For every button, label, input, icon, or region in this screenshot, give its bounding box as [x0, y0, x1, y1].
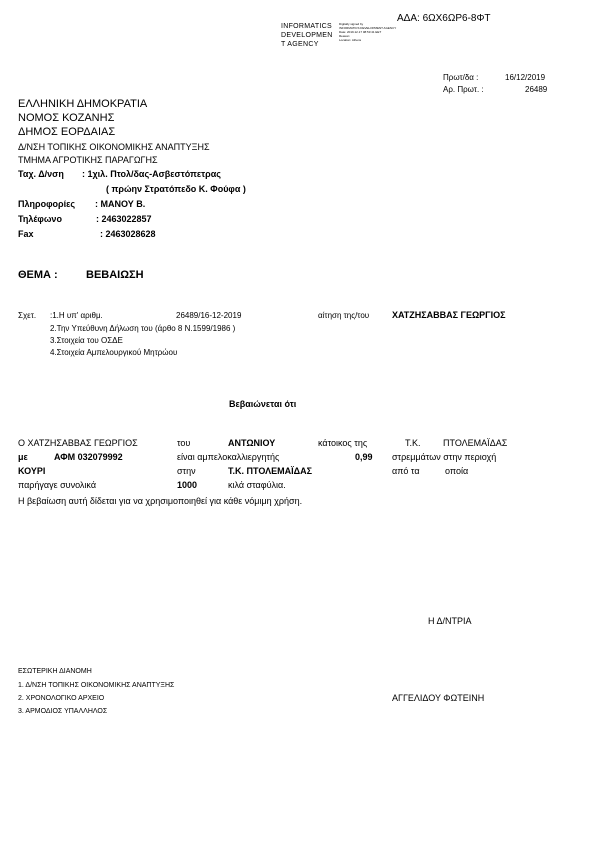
body-resident: κάτοικος της — [318, 438, 368, 448]
body-in: στην — [177, 466, 196, 476]
body-of: του — [177, 438, 191, 448]
signature-detail-line: Date: 2019.12.17 08:53:41 EET — [339, 30, 382, 34]
body-area: 0,99 — [355, 452, 373, 462]
ada-code: ΑΔΑ: 6ΩΧ6ΩΡ6-8ΦΤ — [397, 13, 491, 24]
fax-label: Fax — [18, 229, 34, 239]
reference-4: 4.Στοιχεία Αμπελουργικού Μητρώου — [50, 348, 178, 357]
protocol-number-label: Αρ. Πρωτ. : — [443, 85, 484, 94]
signature-detail-line: Reason: — [339, 34, 351, 38]
signature-logo — [281, 22, 333, 49]
body-quantity: 1000 — [177, 480, 198, 490]
fax-value: : 2463028628 — [100, 229, 156, 239]
reference-3: 3.Στοιχεία του ΟΣΔΕ — [50, 336, 123, 345]
body-quantity-unit: κιλά σταφύλια. — [228, 480, 286, 490]
signature-detail-line: Location: Athens — [339, 38, 362, 42]
body-vine-grower: είναι αμπελοκαλλιεργητής — [177, 452, 280, 462]
signatory-name: ΑΓΓΕΛΙΔΟΥ ΦΩΤΕΙΝΗ — [392, 693, 485, 703]
body-location-tk: Τ.Κ. ΠΤΟΛΕΜΑΪΔΑΣ — [228, 466, 312, 476]
info-label: Πληροφορίες — [18, 199, 76, 209]
body-person: Ο ΧΑΤΖΗΣΑΒΒΑΣ ΓΕΩΡΓΙΟΣ — [18, 438, 138, 448]
body-which: οποία — [445, 466, 469, 476]
address-label: Ταχ. Δ/νση — [18, 169, 64, 179]
body-location: ΚΟΥΡΙ — [18, 466, 46, 476]
logo-line: T AGENCY — [281, 41, 319, 48]
body-place: ΠΤΟΛΕΜΑΪΔΑΣ — [443, 438, 508, 448]
distribution-item: 3. ΑΡΜΟΔΙΟΣ ΥΠΑΛΛΗΛΟΣ — [18, 708, 108, 715]
reference-2: 2.Την Υπεύθυνη Δήλωση του (άρθο 8 Ν.1599/1986 ) — [50, 324, 236, 333]
signature-detail-line: INFORMATICS DEVELOPMENT AGENCY — [339, 26, 397, 30]
body-produced: παρήγαγε συνολικά — [18, 480, 97, 490]
logo-line: INFORMATICS — [281, 23, 333, 30]
body-father-name: ΑΝΤΩΝΙΟΥ — [228, 438, 276, 448]
body-from: από τα — [392, 466, 420, 476]
protocol-number-value: 26489 — [525, 85, 548, 94]
distribution-title: ΕΣΩΤΕΡΙΚΗ ΔΙΑΝΟΜΗ — [18, 668, 92, 675]
logo-line: DEVELOPMEN — [281, 32, 333, 39]
protocol-date-value: 16/12/2019 — [505, 73, 546, 82]
distribution-item: 2. ΧΡΟΝΟΛΟΓΙΚΟ ΑΡΧΕΙΟ — [18, 695, 105, 702]
info-value: : ΜΑΝΟΥ Β. — [95, 199, 146, 209]
certify-title: Βεβαιώνεται ότι — [229, 399, 297, 409]
body-with: με — [18, 452, 28, 462]
issuer-directorate: Δ/ΝΣΗ ΤΟΠΙΚΗΣ ΟΙΚΟΝΟΜΙΚΗΣ ΑΝΑΠΤΥΞΗΣ — [18, 142, 210, 152]
body-tk: Τ.Κ. — [405, 438, 421, 448]
issuer-municipality: ΔΗΜΟΣ ΕΟΡΔΑΙΑΣ — [18, 126, 116, 138]
references-label: Σχετ. — [18, 311, 37, 320]
issuer-republic: ΕΛΛΗΝΙΚΗ ΔΗΜΟΚΡΑΤΙΑ — [18, 98, 148, 110]
signature-details — [339, 22, 396, 42]
reference-1-number: 26489/16-12-2019 — [176, 311, 242, 320]
subject-value: ΒΕΒΑΙΩΣΗ — [86, 269, 144, 281]
subject-label: ΘΕΜΑ : — [18, 269, 58, 281]
reference-1-applicant: ΧΑΤΖΗΣΑΒΒΑΣ ΓΕΩΡΓΙΟΣ — [392, 310, 506, 320]
address-value-line2: ( πρώην Στρατόπεδο Κ. Φούφα ) — [106, 184, 246, 194]
distribution-item: 1. Δ/ΝΣΗ ΤΟΠΙΚΗΣ ΟΙΚΟΝΟΜΙΚΗΣ ΑΝΑΠΤΥΞΗΣ — [18, 682, 175, 689]
address-value: : 1χιλ. Πτολ/δας-Ασβεστόπετρας — [82, 169, 221, 179]
issuer-department: ΤΜΗΜΑ ΑΓΡΟΤΙΚΗΣ ΠΑΡΑΓΩΓΗΣ — [18, 155, 158, 165]
phone-label: Τηλέφωνο — [18, 214, 62, 224]
reference-1: :1.Η υπ' αριθμ. — [50, 311, 103, 320]
reference-1-request: αίτηση της/του — [318, 311, 370, 320]
signatory-title: Η Δ/ΝΤΡΙΑ — [428, 616, 472, 626]
phone-value: : 2463022857 — [96, 214, 152, 224]
body-afm: ΑΦΜ 032079992 — [54, 452, 123, 462]
issuer-prefecture: ΝΟΜΟΣ ΚΟΖΑΝΗΣ — [18, 112, 115, 124]
closing-statement: Η βεβαίωση αυτή δίδεται για να χρησιμοποιηθεί για κάθε νόμιμη χρήση. — [18, 496, 303, 506]
signature-detail-line: Digitally signed by — [339, 22, 364, 26]
body-area-unit: στρεμμάτων στην περιοχή — [392, 452, 497, 462]
protocol-date-label: Πρωτ/δα : — [443, 73, 479, 82]
